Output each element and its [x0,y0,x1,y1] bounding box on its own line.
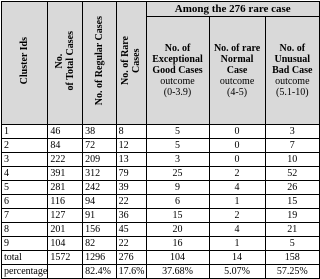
table-cell: 13 [116,153,146,167]
table-cell: 6 [146,195,209,209]
table-body [2,125,320,279]
rare-case-table [1,1,320,279]
table-cell: 84 [48,139,83,153]
table-cell: 156 [83,223,117,237]
table-cell: 45 [116,223,146,237]
table-cell: 8 [116,125,146,139]
header-rare-normal: No. of rare Normal Case outcome (4-5) [209,17,265,125]
table-cell: 9 [146,181,209,195]
table-cell: 4 [209,223,265,237]
table-cell: 158 [265,251,319,265]
table-cell: 116 [48,195,83,209]
table-cell: 10 [265,153,319,167]
table-cell: 6 [2,195,48,209]
header-unusual-bad: No. of Unusual Bad Case outcome (5.1-10) [265,17,319,125]
table-cell: 15 [265,195,319,209]
header-cluster-ids: Cluster Ids [2,2,48,125]
table-cell: 46 [48,125,83,139]
table-row [2,125,320,139]
table-cell: 201 [48,223,83,237]
table-cell: 36 [116,209,146,223]
table-cell: 39 [116,181,146,195]
table-cell: 21 [265,223,319,237]
table-cell: total [2,251,48,265]
header-group-title: Among the 276 rare case [146,2,320,17]
table-cell: 82.4% [83,265,117,279]
table-cell: 127 [48,209,83,223]
table-cell: 104 [146,251,209,265]
rare-case-table-container [1,1,320,279]
table-cell: 0 [209,125,265,139]
table-cell: 1572 [48,251,83,265]
table-cell: 94 [83,195,117,209]
table-cell: 9 [2,237,48,251]
table-cell: 7 [265,139,319,153]
table-cell: 7 [2,209,48,223]
table-cell: 20 [146,223,209,237]
table-cell: 5 [265,237,319,251]
table-cell: 2 [209,209,265,223]
table-cell: 5 [2,181,48,195]
table-cell: 209 [83,153,117,167]
table-row [2,265,320,279]
table-cell: 4 [209,181,265,195]
header-exceptional-good: No. of Exceptional Good Cases outcome (0-3.9) [146,17,209,125]
table-cell: 15 [146,209,209,223]
table-row [2,195,320,209]
table-cell: 5 [146,139,209,153]
table-cell: 0 [209,153,265,167]
table-cell: 37.68% [146,265,209,279]
table-row [2,139,320,153]
table-cell: 12 [116,139,146,153]
table-cell: 26 [265,181,319,195]
table-cell: 82 [83,237,117,251]
table-row [2,209,320,223]
table-cell: 25 [146,167,209,181]
table-cell: 8 [2,223,48,237]
table-cell: 276 [116,251,146,265]
table-cell: 222 [48,153,83,167]
table-cell: 104 [48,237,83,251]
table-row [2,167,320,181]
table-cell: 281 [48,181,83,195]
table-cell: 14 [209,251,265,265]
table-cell: 22 [116,237,146,251]
table-row [2,251,320,265]
table-cell: 79 [116,167,146,181]
table-cell: 91 [83,209,117,223]
table-cell: 52 [265,167,319,181]
table-cell: 2 [2,139,48,153]
table-row [2,237,320,251]
table-row [2,153,320,167]
table-cell: 3 [146,153,209,167]
table-cell: 391 [48,167,83,181]
header-regular-cases: No. of Regular Cases [83,2,117,125]
table-cell: 312 [83,167,117,181]
table-cell: percentage [2,265,48,279]
table-cell: 4 [2,167,48,181]
table-cell: 242 [83,181,117,195]
table-cell: 22 [116,195,146,209]
header-rare-cases: No. of Rare Cases [116,2,146,125]
table-cell: 5 [146,125,209,139]
table-cell: 1 [2,125,48,139]
table-cell: 3 [2,153,48,167]
table-cell: 38 [83,125,117,139]
header-total-cases: No. of Total Cases [48,2,83,125]
table-row [2,223,320,237]
table-cell: 3 [265,125,319,139]
table-cell: 16 [146,237,209,251]
table-cell: 19 [265,209,319,223]
table-cell: 72 [83,139,117,153]
table-cell: 1296 [83,251,117,265]
table-row [2,181,320,195]
table-cell: 0 [209,139,265,153]
table-cell: 1 [209,237,265,251]
table-cell: 5.07% [209,265,265,279]
table-cell: 2 [209,167,265,181]
table-cell [48,265,83,279]
table-cell: 57.25% [265,265,319,279]
table-cell: 1 [209,195,265,209]
table-cell: 17.6% [116,265,146,279]
